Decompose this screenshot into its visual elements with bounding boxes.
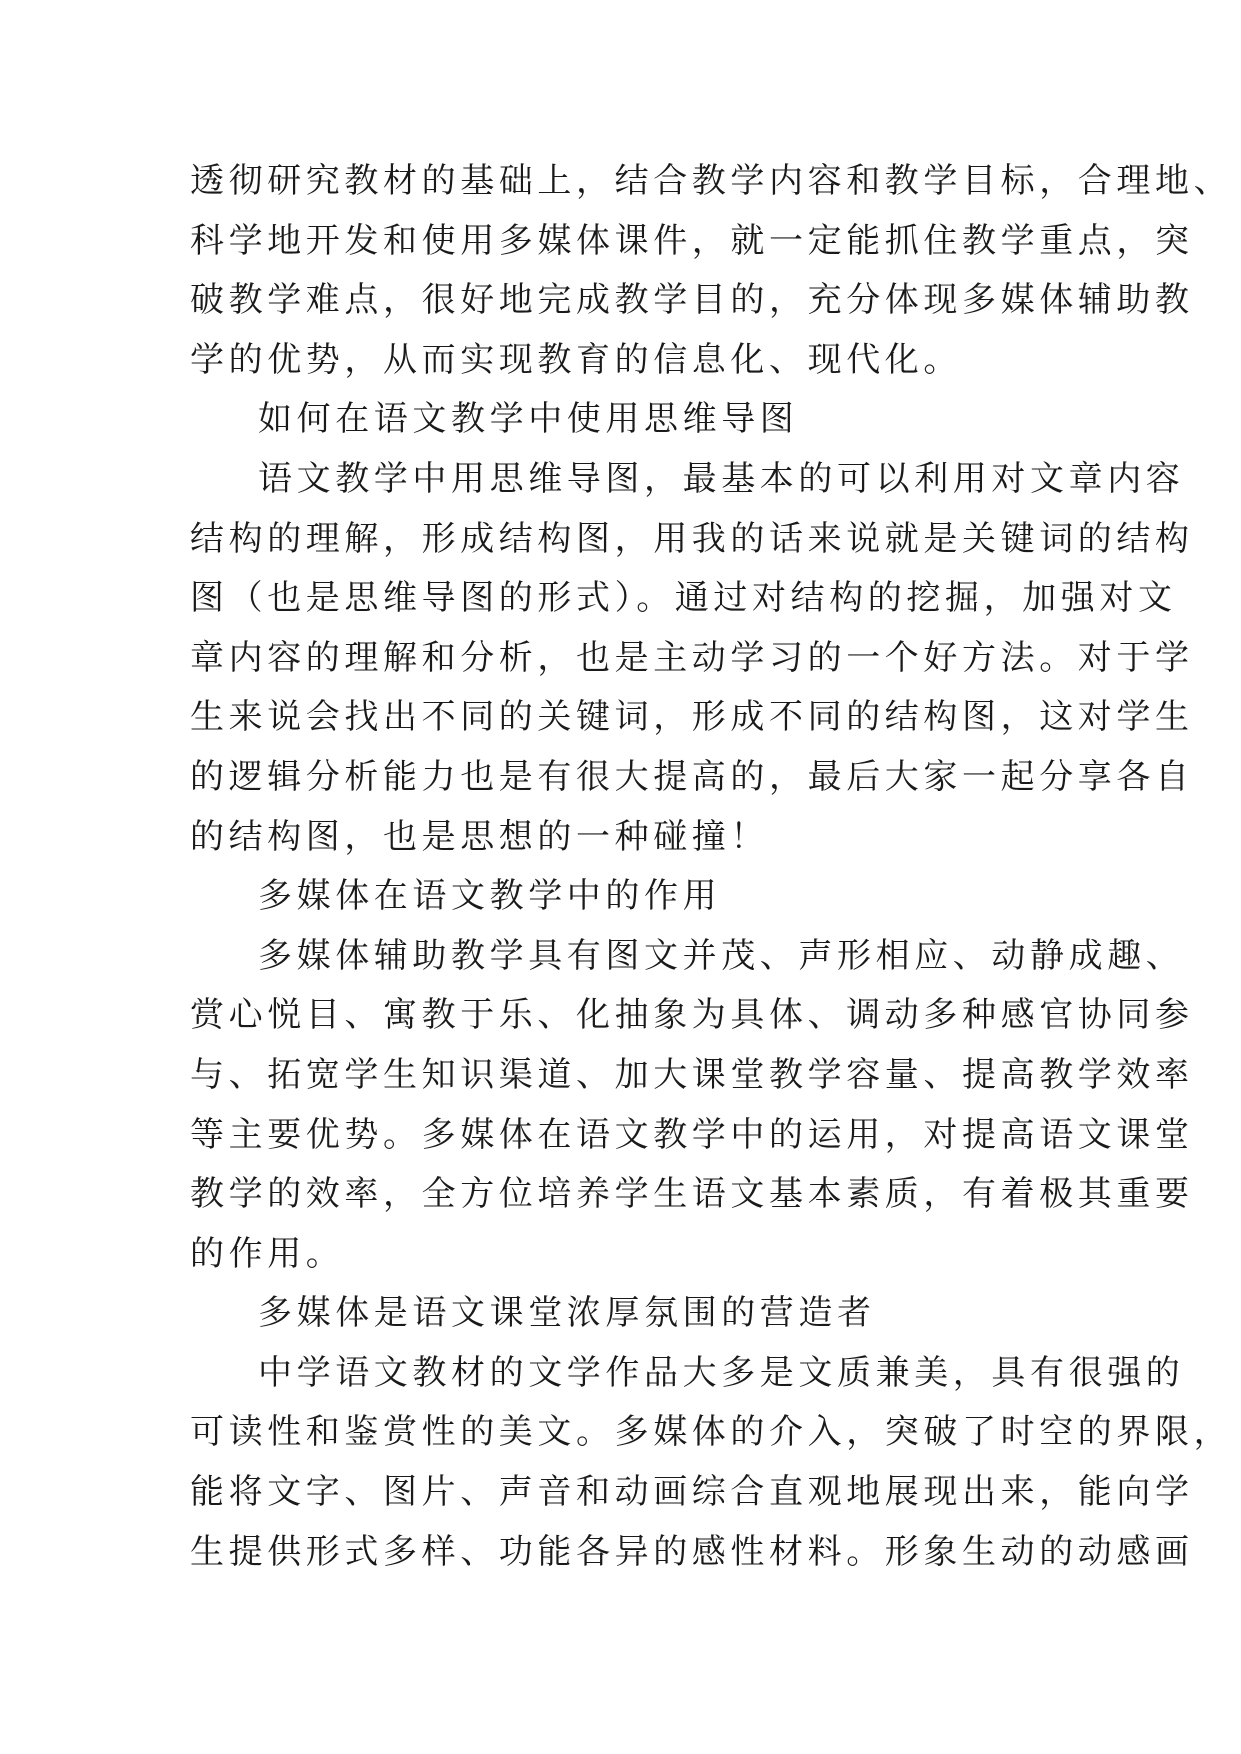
paragraph-start-line: 多媒体是语文课堂浓厚氛围的营造者 <box>258 1293 876 1334</box>
paragraph-start-line: 如何在语文教学中使用思维导图 <box>258 399 799 440</box>
text-line: 与、拓宽学生知识渠道、加大课堂教学容量、提高教学效率 <box>190 1054 1194 1095</box>
text-line: 等主要优势。多媒体在语文教学中的运用，对提高语文课堂 <box>190 1114 1194 1155</box>
text-line: 可读性和鉴赏性的美文。多媒体的介入，突破了时空的界限， <box>190 1412 1233 1453</box>
text-line: 结构的理解，形成结构图，用我的话来说就是关键词的结构 <box>190 518 1194 559</box>
text-line: 的作用。 <box>190 1233 345 1274</box>
text-line: 学的优势，从而实现教育的信息化、现代化。 <box>190 339 962 380</box>
paragraph-start-line: 语文教学中用思维导图，最基本的可以利用对文章内容 <box>258 458 1185 499</box>
text-line: 生提供形式多样、功能各异的感性材料。形象生动的动感画 <box>190 1531 1194 1572</box>
text-line: 能将文字、图片、声音和动画综合直观地展现出来，能向学 <box>190 1472 1194 1513</box>
text-line: 章内容的理解和分析，也是主动学习的一个好方法。对于学 <box>190 637 1194 678</box>
text-line: 图（也是思维导图的形式）。通过对结构的挖掘，加强对文 <box>190 578 1177 619</box>
text-line: 的逻辑分析能力也是有很大提高的，最后大家一起分享各自 <box>190 756 1194 797</box>
text-line: 赏心悦目、寓教于乐、化抽象为具体、调动多种感官协同参 <box>190 995 1194 1036</box>
text-line: 透彻研究教材的基础上，结合教学内容和教学目标，合理地、 <box>190 161 1233 201</box>
paragraph-start-line: 多媒体在语文教学中的作用 <box>258 876 722 917</box>
text-line: 生来说会找出不同的关键词，形成不同的结构图，这对学生 <box>190 697 1194 738</box>
text-line: 的结构图，也是思想的一种碰撞！ <box>190 816 769 857</box>
text-line: 科学地开发和使用多媒体课件，就一定能抓住教学重点，突 <box>190 220 1194 261</box>
text-line: 教学的效率，全方位培养学生语文基本素质，有着极其重要 <box>190 1174 1194 1215</box>
paragraph-start-line: 多媒体辅助教学具有图文并茂、声形相应、动静成趣、 <box>258 935 1185 976</box>
paragraph-start-line: 中学语文教材的文学作品大多是文质兼美，具有很强的 <box>258 1352 1185 1393</box>
text-line: 破教学难点，很好地完成教学目的，充分体现多媒体辅助教 <box>190 280 1194 321</box>
document-body <box>190 152 1233 1582</box>
